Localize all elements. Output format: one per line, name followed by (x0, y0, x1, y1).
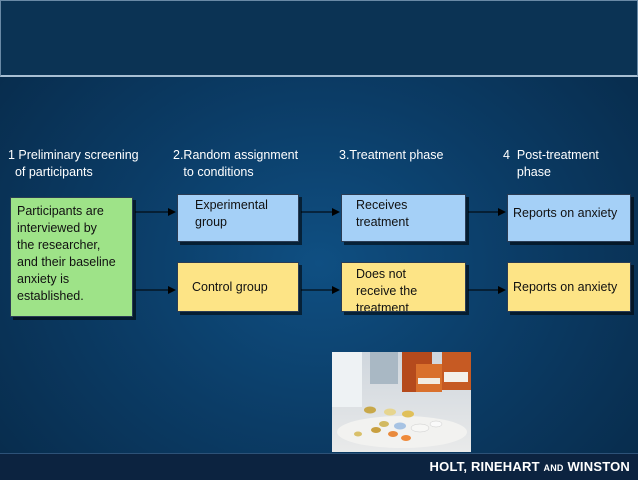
footer-bar (0, 453, 638, 480)
stage-4-label: 4 Post-treatment phase (503, 148, 599, 179)
stage-2-label: 2.Random assignment to conditions (173, 148, 299, 179)
not-receive-treatment-box: Does not receive the treatment (341, 262, 466, 312)
participants-box: Participants are interviewed by the researcher, and their baseline anxiety is established. (10, 197, 133, 317)
reports-anxiety-experimental-box: Reports on anxiety (507, 194, 631, 242)
pills-photo (332, 352, 471, 452)
stage-1-label: 1 Preliminary screening of participants (8, 148, 139, 179)
brand-end: WINSTON (563, 459, 630, 474)
stage-3-label: 3.Treatment phase (339, 148, 444, 162)
brand-and: AND (543, 463, 564, 473)
publisher-brand (430, 459, 630, 474)
control-group-box: Control group (177, 262, 299, 312)
brand-main: HOLT, RINEHART (429, 459, 544, 474)
receives-treatment-box: Receives treatment (341, 194, 466, 242)
experimental-group-box: Experimental group (177, 194, 299, 242)
reports-anxiety-control-box: Reports on anxiety (507, 262, 631, 312)
